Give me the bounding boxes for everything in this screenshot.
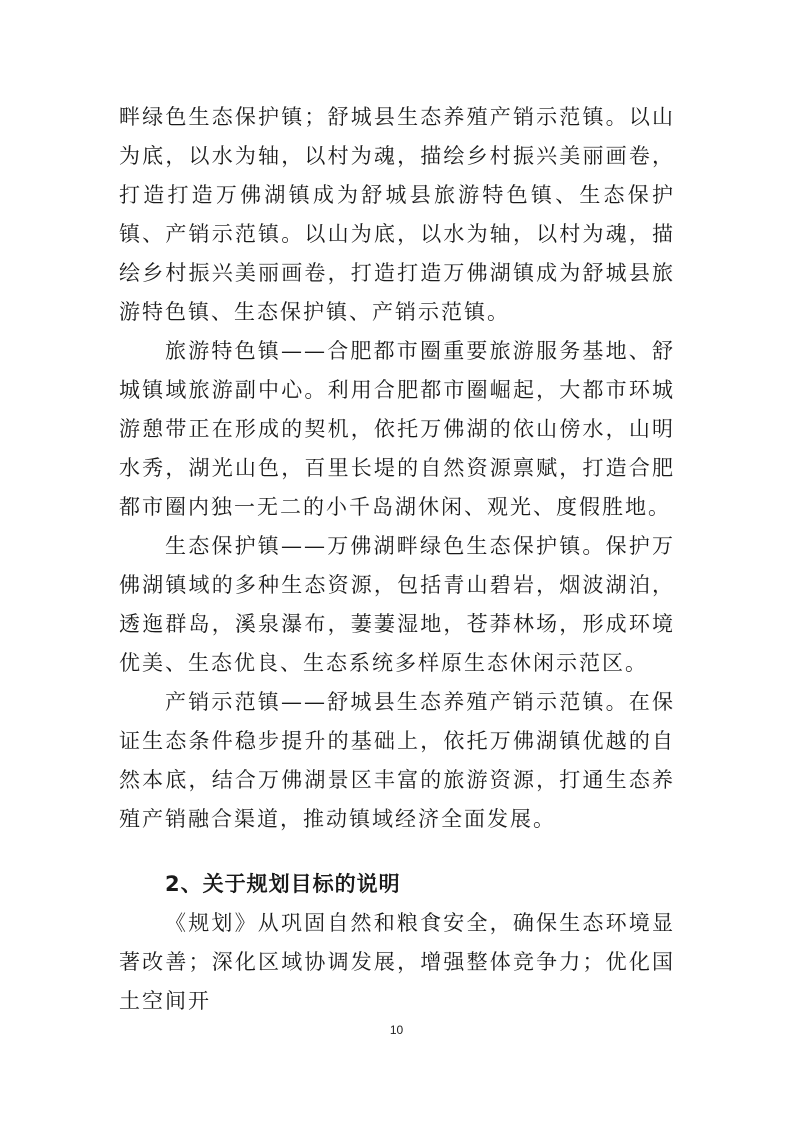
section-paragraph: 《规划》从巩固自然和粮食安全，确保生态环境显著改善；深化区域协调发展，增强整体竞争力；优化国土空间开 [119, 911, 675, 1013]
section-heading: 2、关于规划目标的说明 [165, 872, 401, 896]
paragraph-ecological-protection-town: 生态保护镇——万佛湖畔绿色生态保护镇。保护万佛湖镇域的多种生态资源，包括青山碧岩，烟波湖泊，透迤群岛，溪泉瀑布，萋萋湿地，苍莽林场，形成环境优美、生态优良、生态系统多样原生态休闲示范区。 [119, 534, 675, 675]
paragraph-continued: 畔绿色生态保护镇；舒城县生态养殖产销示范镇。以山为底，以水为轴，以村为魂，描绘乡村振兴美丽画卷，打造打造万佛湖镇成为舒城县旅游特色镇、生态保护镇、产销示范镇。以山为底，以水为轴，以村为魂，描绘乡村振兴美丽画卷，打造打造万佛湖镇成为舒城县旅游特色镇、生态保护镇、产销示范镇。 [119, 105, 675, 324]
paragraph-tourism-town: 旅游特色镇——合肥都市圈重要旅游服务基地、舒城镇域旅游副中心。利用合肥都市圈崛起，大都市环城游憩带正在形成的契机，依托万佛湖的依山傍水，山明水秀，湖光山色，百里长堤的自然资源禀赋，打造合肥都市圈内独一无二的小千岛湖休闲、观光、度假胜地。 [119, 339, 675, 519]
document-body [119, 98, 675, 1021]
page-number: 10 [389, 1023, 404, 1037]
paragraph-production-sales-demo-town: 产销示范镇——舒城县生态养殖产销示范镇。在保证生态条件稳步提升的基础上，依托万佛湖镇优越的自然本底，结合万佛湖景区丰富的旅游资源，打通生态养殖产销融合渠道，推动镇域经济全面发展。 [119, 690, 675, 831]
